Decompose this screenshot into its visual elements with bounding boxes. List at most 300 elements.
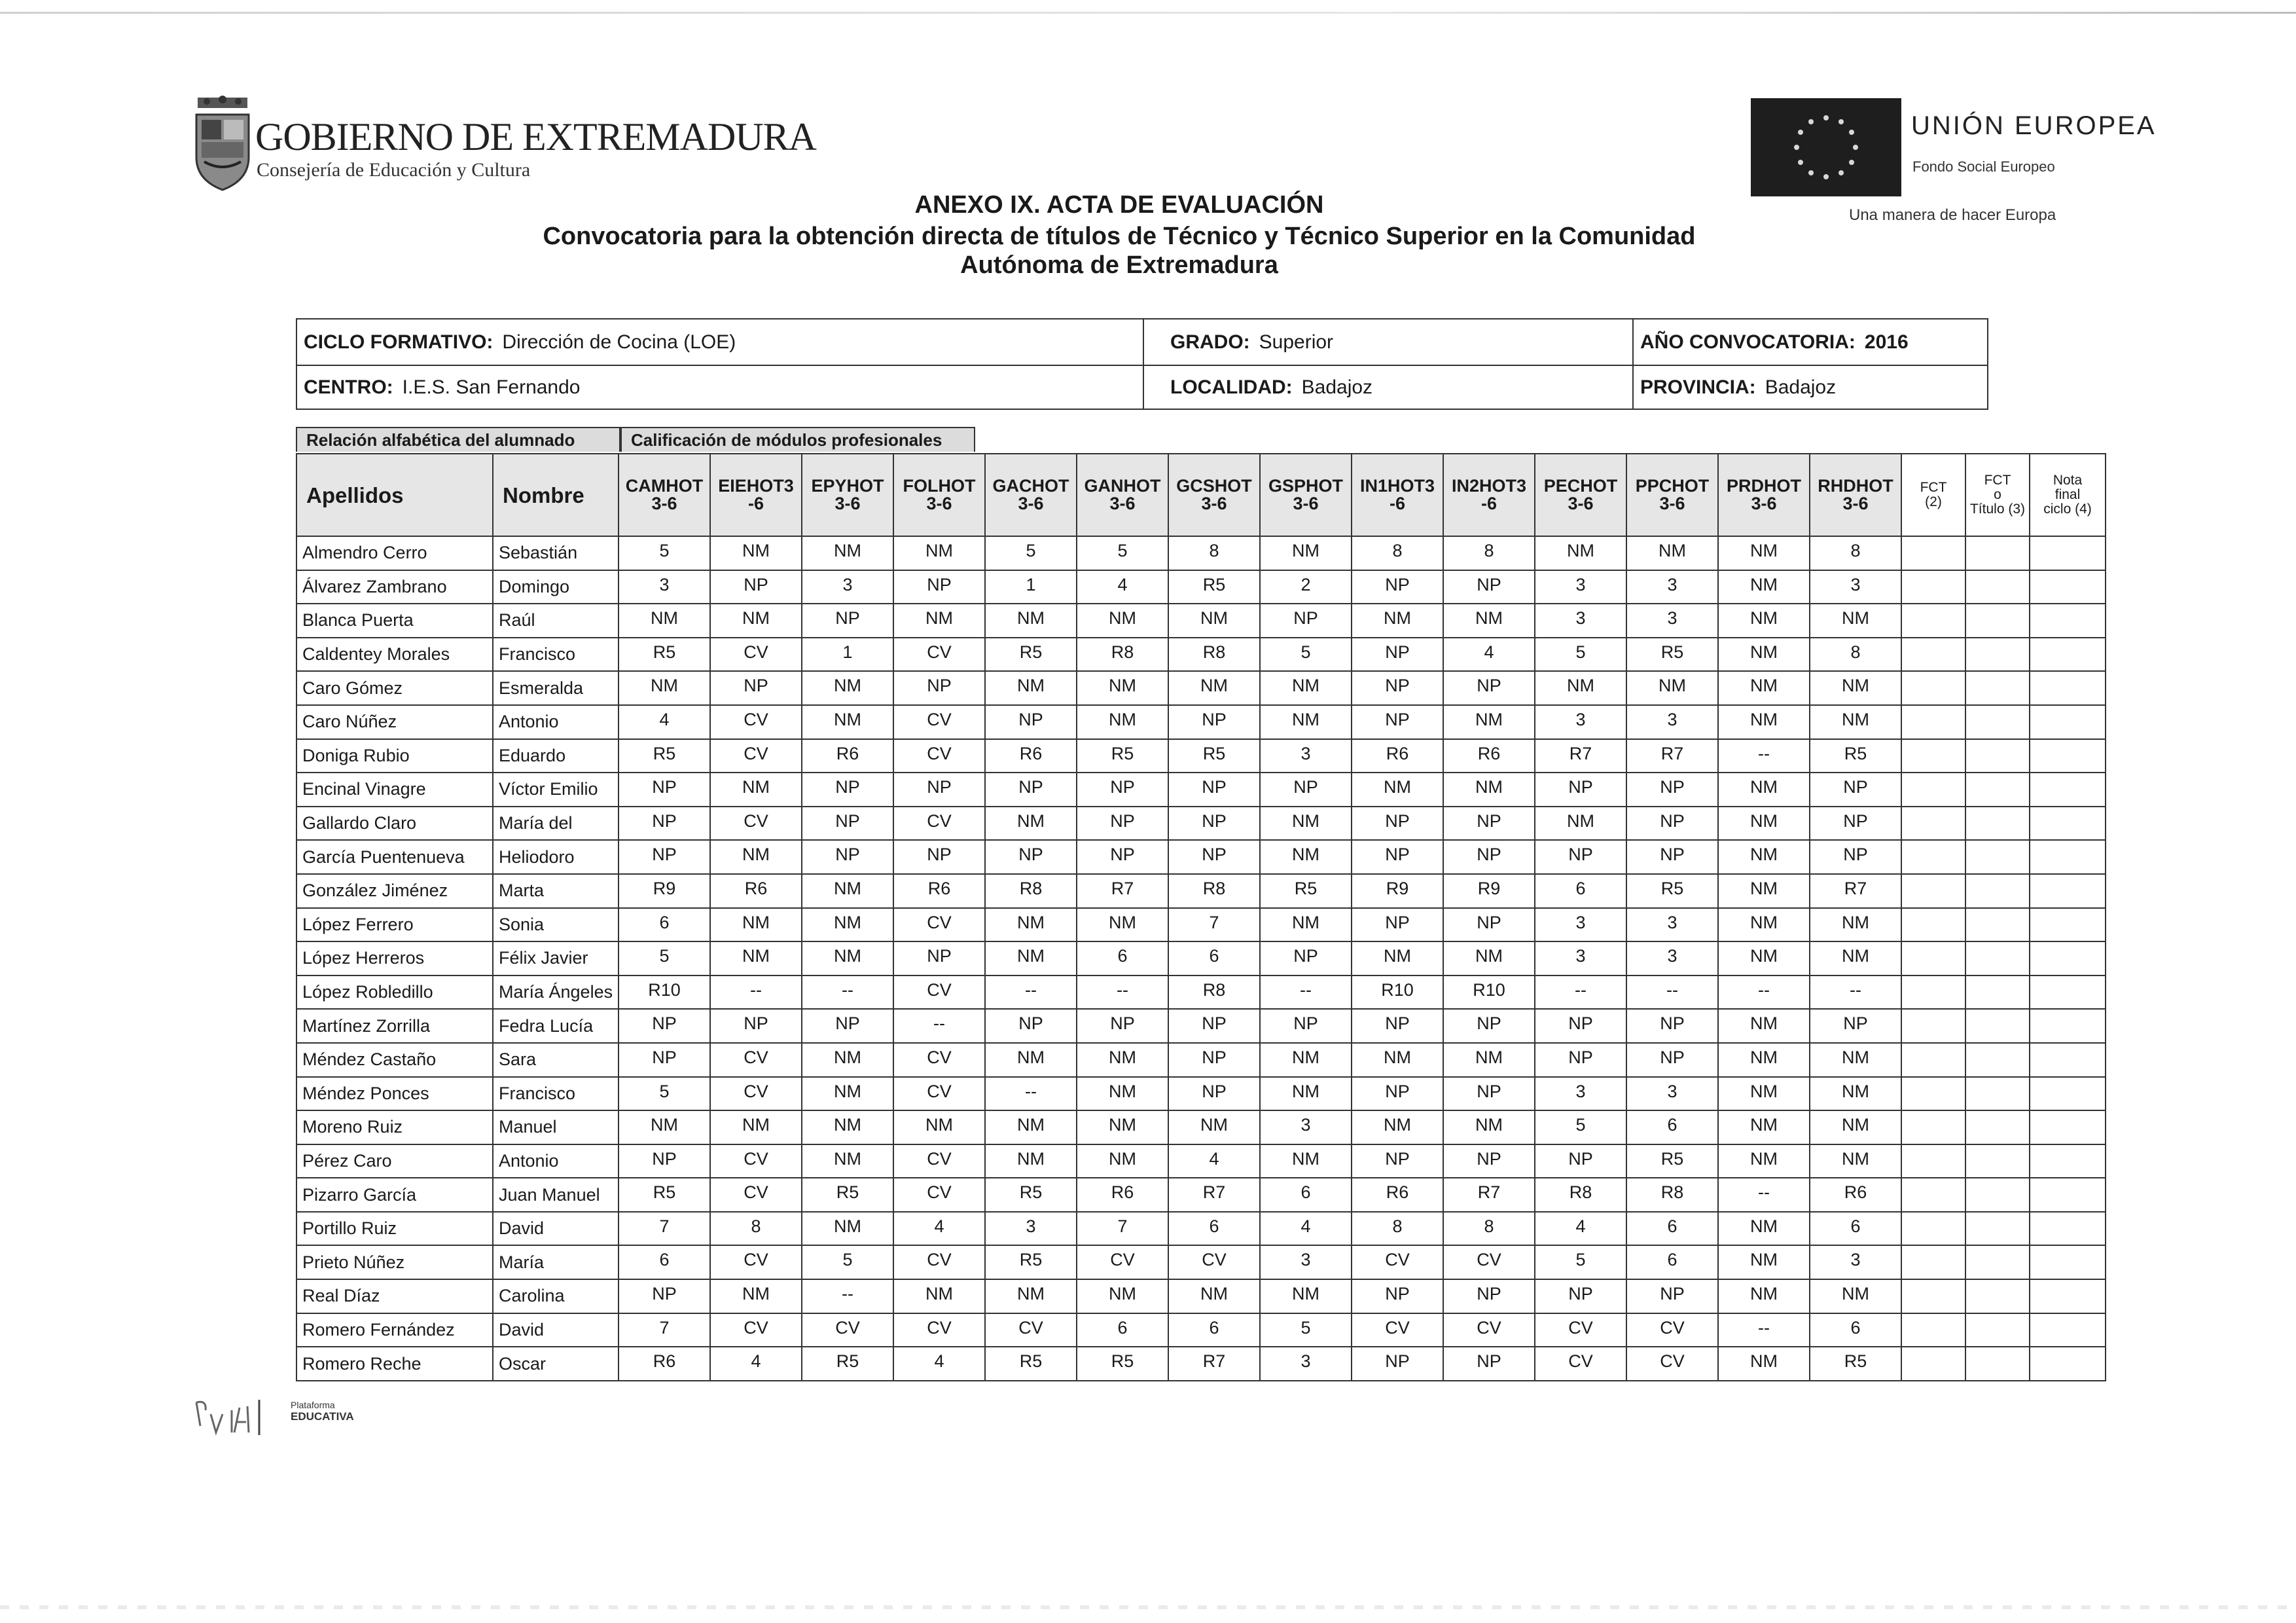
grade-cell: 3: [1260, 1110, 1352, 1144]
grade-cell: NP: [1443, 1009, 1535, 1043]
centro-value: I.E.S. San Fernando: [402, 376, 581, 398]
empty-final-cell: [2030, 638, 2106, 672]
student-nombre: Francisco: [493, 1077, 619, 1111]
grade-cell: --: [1077, 976, 1168, 1010]
grade-cell: NP: [1443, 671, 1535, 705]
table-row: [296, 908, 2106, 942]
grade-cell: NM: [1077, 705, 1168, 739]
centro-label: CENTRO:: [304, 376, 393, 398]
grade-cell: NM: [1443, 941, 1535, 976]
grade-cell: NM: [710, 941, 802, 976]
localidad: [1164, 365, 1635, 410]
grade-cell: NP: [710, 671, 802, 705]
grade-cell: NP: [1260, 1009, 1352, 1043]
empty-final-cell: [2030, 1144, 2106, 1178]
grade-cell: --: [1535, 976, 1626, 1010]
grade-cell: NM: [985, 1043, 1077, 1077]
info-box: [296, 318, 1988, 410]
grade-cell: CV: [710, 1178, 802, 1212]
scan-edge-bottom: [0, 1605, 2296, 1609]
grade-cell: NP: [1352, 840, 1443, 874]
grade-cell: NM: [985, 671, 1077, 705]
empty-final-cell: [1901, 570, 1965, 604]
grade-cell: NP: [985, 705, 1077, 739]
grade-cell: 3: [1626, 908, 1718, 942]
module-code: PECHOT: [1543, 476, 1618, 496]
grade-cell: CV: [893, 908, 985, 942]
grade-cell: R8: [1535, 1178, 1626, 1212]
empty-final-cell: [1965, 1212, 2030, 1246]
empty-final-cell: [1901, 705, 1965, 739]
module-suffix: -6: [747, 494, 764, 513]
grade-cell: R5: [802, 1347, 893, 1381]
empty-final-cell: [2030, 874, 2106, 908]
grade-cell: NP: [1168, 773, 1260, 807]
empty-final-cell: [1901, 1043, 1965, 1077]
grade-cell: --: [1718, 1178, 1810, 1212]
grade-cell: NP: [893, 671, 985, 705]
grade-cell: 3: [1810, 570, 1901, 604]
grade-cell: NM: [1718, 671, 1810, 705]
grade-cell: NM: [710, 840, 802, 874]
student-nombre: David: [493, 1313, 619, 1347]
grade-cell: NP: [1352, 1347, 1443, 1381]
extra-col-label: ciclo (4): [2043, 501, 2092, 517]
module-code: PPCHOT: [1635, 476, 1710, 496]
grade-cell: R5: [985, 1347, 1077, 1381]
grade-cell: NP: [710, 570, 802, 604]
grade-cell: NM: [1260, 536, 1352, 570]
grade-cell: CV: [802, 1313, 893, 1347]
info-row-2: [297, 365, 1987, 410]
grade-cell: NM: [710, 773, 802, 807]
empty-final-cell: [1965, 705, 2030, 739]
grade-cell: 6: [1168, 941, 1260, 976]
student-apellidos: Prieto Núñez: [296, 1245, 493, 1279]
module-suffix: 3-6: [1842, 494, 1869, 513]
grade-cell: R6: [1443, 739, 1535, 773]
header-row: [296, 454, 2106, 536]
provincia-value: Badajoz: [1765, 376, 1837, 398]
extra-col-header: [1965, 454, 2030, 536]
table-row: [296, 604, 2106, 638]
empty-final-cell: [2030, 1110, 2106, 1144]
grade-cell: CV: [893, 1043, 985, 1077]
module-suffix: 3-6: [1293, 494, 1319, 513]
grade-cell: NM: [802, 1110, 893, 1144]
student-nombre: María del: [493, 807, 619, 841]
grade-cell: NM: [710, 908, 802, 942]
grade-cell: NM: [1352, 1043, 1443, 1077]
grade-cell: NP: [1443, 1077, 1535, 1111]
grade-cell: NM: [893, 1110, 985, 1144]
table-row: [296, 1212, 2106, 1246]
grade-cell: NP: [619, 773, 710, 807]
grade-cell: NP: [802, 773, 893, 807]
module-header: [1535, 454, 1626, 536]
student-nombre: Raúl: [493, 604, 619, 638]
grade-cell: NM: [893, 1279, 985, 1313]
grade-cell: NM: [1626, 536, 1718, 570]
student-nombre: Sara: [493, 1043, 619, 1077]
grade-cell: R5: [985, 638, 1077, 672]
grade-cell: NP: [1535, 1043, 1626, 1077]
empty-final-cell: [2030, 908, 2106, 942]
grade-cell: NM: [1352, 604, 1443, 638]
empty-final-cell: [2030, 773, 2106, 807]
grade-cell: NM: [985, 807, 1077, 841]
student-apellidos: Pizarro García: [296, 1178, 493, 1212]
grade-cell: NM: [802, 874, 893, 908]
grade-cell: R9: [1443, 874, 1535, 908]
grade-cell: NP: [1352, 638, 1443, 672]
grade-cell: CV: [1443, 1245, 1535, 1279]
info-row-1: [297, 319, 1987, 366]
grade-cell: CV: [710, 1313, 802, 1347]
module-suffix: 3-6: [1659, 494, 1685, 513]
empty-final-cell: [1965, 976, 2030, 1010]
student-nombre: Víctor Emilio: [493, 773, 619, 807]
grade-cell: NM: [1718, 773, 1810, 807]
grade-cell: 8: [1443, 1212, 1535, 1246]
empty-final-cell: [1965, 1347, 2030, 1381]
module-header: [710, 454, 802, 536]
grade-cell: NM: [1626, 671, 1718, 705]
grade-cell: CV: [710, 1144, 802, 1178]
student-nombre: Sebastián: [493, 536, 619, 570]
table-row: [296, 570, 2106, 604]
empty-final-cell: [2030, 739, 2106, 773]
grade-cell: NP: [1168, 1077, 1260, 1111]
grade-cell: R9: [1352, 874, 1443, 908]
empty-final-cell: [1965, 671, 2030, 705]
grade-cell: NP: [1352, 1077, 1443, 1111]
grade-cell: R5: [985, 1178, 1077, 1212]
document-subtitle-line2: Autónoma de Extremadura: [960, 251, 1278, 279]
module-header: [619, 454, 710, 536]
student-apellidos: Caro Gómez: [296, 671, 493, 705]
grade-cell: 6: [1626, 1212, 1718, 1246]
document-title: ANEXO IX. ACTA DE EVALUACIÓN: [914, 191, 1324, 219]
grade-cell: 4: [1260, 1212, 1352, 1246]
extra-col-label: Nota: [2053, 473, 2083, 488]
empty-final-cell: [1901, 1279, 1965, 1313]
grade-cell: NM: [802, 908, 893, 942]
grade-cell: 5: [802, 1245, 893, 1279]
grade-cell: 4: [619, 705, 710, 739]
grade-cell: 5: [1260, 638, 1352, 672]
student-nombre: Manuel: [493, 1110, 619, 1144]
empty-final-cell: [2030, 840, 2106, 874]
grade-cell: --: [802, 976, 893, 1010]
grade-cell: NP: [1077, 840, 1168, 874]
grade-cell: --: [1810, 976, 1901, 1010]
grade-cell: NM: [710, 1110, 802, 1144]
table-row: [296, 941, 2106, 976]
grade-cell: NM: [1718, 807, 1810, 841]
grade-cell: 4: [893, 1212, 985, 1246]
grade-cell: NM: [1077, 1279, 1168, 1313]
student-nombre: Carolina: [493, 1279, 619, 1313]
extra-col-header: [1901, 454, 1965, 536]
grade-cell: 5: [1260, 1313, 1352, 1347]
grade-cell: R7: [1810, 874, 1901, 908]
eu-flag-icon: [1751, 98, 1901, 196]
grade-cell: --: [1718, 739, 1810, 773]
grade-cell: NM: [1168, 604, 1260, 638]
grade-cell: NM: [1718, 1212, 1810, 1246]
grade-cell: NP: [1352, 1279, 1443, 1313]
extra-col-label: FCT: [1984, 473, 2011, 488]
grade-cell: R6: [1352, 1178, 1443, 1212]
grade-cell: NM: [985, 1110, 1077, 1144]
grade-cell: R5: [1077, 739, 1168, 773]
grade-cell: NP: [1810, 773, 1901, 807]
empty-final-cell: [1965, 1279, 2030, 1313]
eu-motto: Una manera de hacer Europa: [1849, 206, 2056, 224]
table-row: [296, 874, 2106, 908]
grade-cell: NP: [1352, 671, 1443, 705]
grade-cell: --: [802, 1279, 893, 1313]
module-header: [802, 454, 893, 536]
grade-cell: NM: [1352, 941, 1443, 976]
grade-cell: NM: [1077, 1043, 1168, 1077]
grade-cell: 4: [710, 1347, 802, 1381]
empty-final-cell: [2030, 1043, 2106, 1077]
grade-cell: NP: [1168, 1043, 1260, 1077]
grade-cell: NM: [1352, 1110, 1443, 1144]
module-code: EPYHOT: [811, 476, 884, 496]
ciclo-formativo: [297, 319, 1143, 365]
grade-cell: NM: [1260, 807, 1352, 841]
grade-cell: R8: [985, 874, 1077, 908]
empty-final-cell: [1901, 1144, 1965, 1178]
student-apellidos: Moreno Ruiz: [296, 1110, 493, 1144]
grade-cell: CV: [893, 807, 985, 841]
grade-cell: NP: [1626, 807, 1718, 841]
grade-cell: NP: [619, 1279, 710, 1313]
module-code: FOLHOT: [903, 476, 976, 496]
anio-convocatoria: [1634, 319, 1987, 365]
module-suffix: -6: [1389, 494, 1405, 513]
grade-cell: R5: [619, 1178, 710, 1212]
grade-cell: R6: [619, 1347, 710, 1381]
grade-cell: CV: [1077, 1245, 1168, 1279]
module-header: [893, 454, 985, 536]
grade-cell: R6: [893, 874, 985, 908]
grade-cell: NM: [1810, 1279, 1901, 1313]
module-header: [1443, 454, 1535, 536]
eu-title: UNIÓN EUROPEA: [1911, 111, 2157, 140]
grade-cell: R5: [802, 1178, 893, 1212]
module-suffix: -6: [1480, 494, 1497, 513]
student-nombre: Heliodoro: [493, 840, 619, 874]
grade-cell: NM: [802, 1077, 893, 1111]
grade-cell: CV: [710, 1077, 802, 1111]
student-apellidos: López Herreros: [296, 941, 493, 976]
empty-final-cell: [1965, 1110, 2030, 1144]
table-row: [296, 976, 2106, 1010]
table-row: [296, 1077, 2106, 1111]
grade-cell: NP: [893, 941, 985, 976]
grade-cell: NP: [1535, 840, 1626, 874]
module-header: [1077, 454, 1168, 536]
grade-cell: NP: [1626, 1279, 1718, 1313]
empty-final-cell: [1965, 874, 2030, 908]
grade-cell: CV: [710, 807, 802, 841]
grade-cell: CV: [1352, 1245, 1443, 1279]
grade-cell: NM: [1718, 941, 1810, 976]
grade-cell: 6: [1260, 1178, 1352, 1212]
grade-cell: NP: [1535, 1279, 1626, 1313]
table-row: [296, 807, 2106, 841]
grado-label: GRADO:: [1170, 331, 1250, 353]
grade-cell: CV: [893, 976, 985, 1010]
student-apellidos: Caro Núñez: [296, 705, 493, 739]
student-nombre: Domingo: [493, 570, 619, 604]
grade-cell: 3: [1535, 570, 1626, 604]
grade-cell: NP: [985, 840, 1077, 874]
grade-cell: NP: [1626, 1009, 1718, 1043]
grade-cell: --: [985, 1077, 1077, 1111]
grade-cell: NP: [619, 840, 710, 874]
grade-cell: NP: [1443, 1347, 1535, 1381]
gobierno-extremadura-logo: [190, 95, 816, 193]
grade-cell: R5: [1168, 570, 1260, 604]
extra-col-label: final: [2054, 487, 2081, 502]
grade-cell: R5: [1810, 739, 1901, 773]
grade-cell: NP: [1168, 840, 1260, 874]
module-header: [1718, 454, 1810, 536]
grade-cell: NM: [893, 536, 985, 570]
grade-cell: R5: [619, 739, 710, 773]
grade-cell: NM: [985, 941, 1077, 976]
grade-cell: CV: [1626, 1347, 1718, 1381]
grade-cell: 3: [1260, 1245, 1352, 1279]
grade-cell: NM: [1810, 908, 1901, 942]
grade-cell: 5: [619, 941, 710, 976]
grade-cell: NM: [1718, 638, 1810, 672]
grade-cell: NM: [802, 1043, 893, 1077]
anio-label: AÑO CONVOCATORIA:: [1640, 331, 1856, 353]
grades-table: [296, 453, 2106, 1381]
empty-final-cell: [1965, 1009, 2030, 1043]
grade-cell: CV: [710, 705, 802, 739]
grade-cell: NP: [1810, 1009, 1901, 1043]
grade-cell: NP: [1810, 840, 1901, 874]
grade-cell: NM: [985, 908, 1077, 942]
grade-cell: 8: [710, 1212, 802, 1246]
empty-final-cell: [1901, 1178, 1965, 1212]
grade-cell: NP: [893, 570, 985, 604]
provincia-label: PROVINCIA:: [1640, 376, 1756, 398]
extra-col-label: Título (3): [1969, 501, 2026, 517]
grade-cell: NM: [1810, 1110, 1901, 1144]
grade-cell: NM: [802, 536, 893, 570]
table-row: [296, 1279, 2106, 1313]
empty-final-cell: [1901, 536, 1965, 570]
grade-cell: 6: [1810, 1313, 1901, 1347]
grade-cell: 3: [1810, 1245, 1901, 1279]
grade-cell: NM: [1077, 1144, 1168, 1178]
module-header: [1810, 454, 1901, 536]
grade-cell: CV: [1443, 1313, 1535, 1347]
grade-cell: 4: [893, 1347, 985, 1381]
grade-cell: NM: [1260, 671, 1352, 705]
empty-final-cell: [1901, 604, 1965, 638]
grade-cell: R6: [710, 874, 802, 908]
grade-cell: NM: [1352, 773, 1443, 807]
table-row: [296, 671, 2106, 705]
grade-cell: R6: [1352, 739, 1443, 773]
grade-cell: R8: [1626, 1178, 1718, 1212]
grade-cell: R6: [802, 739, 893, 773]
empty-final-cell: [1965, 638, 2030, 672]
grade-cell: NM: [1718, 536, 1810, 570]
table-row: [296, 638, 2106, 672]
empty-final-cell: [1965, 908, 2030, 942]
empty-final-cell: [2030, 570, 2106, 604]
grade-cell: NP: [1443, 570, 1535, 604]
grade-cell: 6: [1077, 941, 1168, 976]
grade-cell: NP: [1260, 941, 1352, 976]
col-apellidos: Apellidos: [296, 454, 493, 536]
empty-final-cell: [1965, 570, 2030, 604]
grade-cell: NP: [1168, 705, 1260, 739]
grade-cell: NP: [985, 773, 1077, 807]
table-row: [296, 840, 2106, 874]
grade-cell: --: [1626, 976, 1718, 1010]
student-nombre: Sonia: [493, 908, 619, 942]
grade-cell: NM: [619, 1110, 710, 1144]
empty-final-cell: [1901, 739, 1965, 773]
grade-cell: 5: [619, 1077, 710, 1111]
grade-cell: 5: [985, 536, 1077, 570]
grade-cell: NP: [1352, 1144, 1443, 1178]
empty-final-cell: [1965, 941, 2030, 976]
student-apellidos: Martínez Zorrilla: [296, 1009, 493, 1043]
grade-cell: NM: [1718, 1245, 1810, 1279]
grade-cell: R5: [1810, 1347, 1901, 1381]
module-suffix: 3-6: [1201, 494, 1227, 513]
grade-cell: NP: [1352, 570, 1443, 604]
grade-cell: NM: [1260, 840, 1352, 874]
grade-cell: NM: [710, 536, 802, 570]
empty-final-cell: [1965, 1043, 2030, 1077]
grade-cell: NM: [1810, 1077, 1901, 1111]
grade-cell: R5: [619, 638, 710, 672]
grade-cell: R5: [1260, 874, 1352, 908]
grade-cell: R5: [1626, 1144, 1718, 1178]
grade-cell: NP: [1260, 773, 1352, 807]
table-row: [296, 536, 2106, 570]
localidad-label: LOCALIDAD:: [1170, 376, 1293, 398]
grade-cell: NM: [1718, 1009, 1810, 1043]
grade-cell: NP: [1352, 908, 1443, 942]
grade-cell: R5: [985, 1245, 1077, 1279]
grade-cell: NM: [985, 604, 1077, 638]
table-row: [296, 705, 2106, 739]
module-header: [1626, 454, 1718, 536]
grade-cell: 5: [1077, 536, 1168, 570]
empty-final-cell: [2030, 976, 2106, 1010]
grade-cell: R10: [1352, 976, 1443, 1010]
grade-cell: NP: [802, 840, 893, 874]
grade-cell: R10: [1443, 976, 1535, 1010]
grade-cell: 5: [1535, 638, 1626, 672]
empty-final-cell: [1965, 1077, 2030, 1111]
provincia: [1634, 365, 1987, 410]
